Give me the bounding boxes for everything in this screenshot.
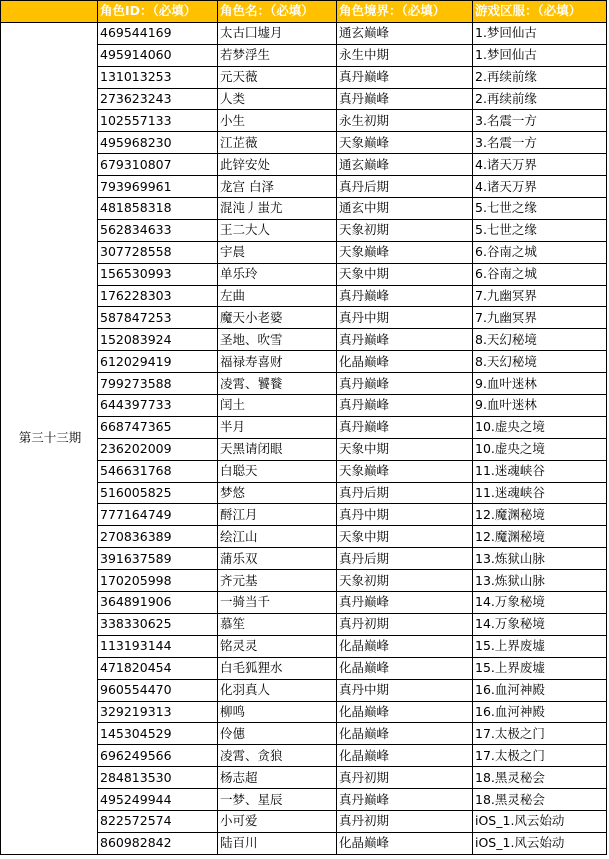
role-name-cell[interactable]: 化羽真人 (218, 679, 337, 701)
table-row (1, 22, 607, 44)
server-cell[interactable]: 18.黑灵秘会 (473, 789, 607, 811)
server-cell[interactable]: 5.七世之缘 (473, 198, 607, 220)
server-cell[interactable]: 1.梦回仙古 (473, 44, 607, 66)
role-id-cell[interactable]: 679310807 (98, 154, 218, 176)
server-cell[interactable]: 17.太极之门 (473, 745, 607, 767)
server-cell[interactable]: 8.天幻秘境 (473, 329, 607, 351)
realm-cell[interactable]: 真丹巅峰 (337, 373, 473, 395)
role-id-cell[interactable]: 284813530 (98, 767, 218, 789)
role-id-cell[interactable]: 495914060 (98, 44, 218, 66)
role-name-cell[interactable]: 若梦浮生 (218, 44, 337, 66)
role-id-cell[interactable]: 860982842 (98, 832, 218, 854)
role-id-cell[interactable]: 822572574 (98, 810, 218, 832)
realm-cell[interactable]: 通玄中期 (337, 198, 473, 220)
role-name-cell[interactable]: 铭灵灵 (218, 635, 337, 657)
server-cell[interactable]: 10.虚央之境 (473, 438, 607, 460)
role-id-cell[interactable]: 777164749 (98, 504, 218, 526)
server-cell[interactable]: 2.再续前缘 (473, 88, 607, 110)
role-id-header: 角色ID：（必填） (98, 1, 218, 23)
role-name-cell[interactable]: 混沌丿蚩尤 (218, 198, 337, 220)
realm-cell[interactable]: 真丹中期 (337, 504, 473, 526)
role-name-cell[interactable]: 福禄寿喜财 (218, 351, 337, 373)
server-cell[interactable]: iOS_1.风云始动 (473, 832, 607, 854)
role-name-cell[interactable]: 半月 (218, 416, 337, 438)
role-id-cell[interactable]: 799273588 (98, 373, 218, 395)
role-id-cell[interactable]: 236202009 (98, 438, 218, 460)
realm-header: 角色境界：（必填） (337, 1, 473, 23)
role-name-cell[interactable]: 天黑请闭眼 (218, 438, 337, 460)
realm-cell[interactable]: 真丹巅峰 (337, 285, 473, 307)
role-name-cell[interactable]: 江芷薇 (218, 132, 337, 154)
server-cell[interactable]: 15.上界废墟 (473, 657, 607, 679)
server-cell[interactable]: 6.谷南之城 (473, 241, 607, 263)
role-id-cell[interactable]: 469544169 (98, 22, 218, 44)
server-cell[interactable]: 14.万象秘境 (473, 592, 607, 614)
role-id-cell[interactable]: 481858318 (98, 198, 218, 220)
realm-cell[interactable]: 天象初期 (337, 219, 473, 241)
role-name-header: 角色名：（必填） (218, 1, 337, 23)
period-label[interactable]: 第三十三期 (1, 22, 98, 854)
server-cell[interactable]: 7.九幽冥界 (473, 307, 607, 329)
role-id-cell[interactable]: 176228303 (98, 285, 218, 307)
role-name-cell[interactable]: 人类 (218, 88, 337, 110)
role-name-cell[interactable]: 左曲 (218, 285, 337, 307)
server-cell[interactable]: 3.名震一方 (473, 132, 607, 154)
role-id-cell[interactable]: 131013253 (98, 66, 218, 88)
realm-cell[interactable]: 天象巅峰 (337, 132, 473, 154)
realm-cell[interactable]: 化晶巅峰 (337, 635, 473, 657)
role-id-cell[interactable]: 145304529 (98, 723, 218, 745)
role-id-cell[interactable]: 793969961 (98, 176, 218, 198)
realm-cell[interactable]: 化晶巅峰 (337, 832, 473, 854)
role-name-cell[interactable]: 小生 (218, 110, 337, 132)
realm-cell[interactable]: 真丹初期 (337, 767, 473, 789)
role-name-cell[interactable]: 白聪天 (218, 460, 337, 482)
role-name-cell[interactable]: 绘江山 (218, 526, 337, 548)
role-id-cell[interactable]: 960554470 (98, 679, 218, 701)
role-name-cell[interactable]: 太古囗墟月 (218, 22, 337, 44)
role-name-cell[interactable]: 伶僡 (218, 723, 337, 745)
role-id-cell[interactable]: 391637589 (98, 548, 218, 570)
role-id-cell[interactable]: 170205998 (98, 570, 218, 592)
realm-cell[interactable]: 化晶巅峰 (337, 351, 473, 373)
role-name-cell[interactable]: 宇晨 (218, 241, 337, 263)
realm-cell[interactable]: 真丹中期 (337, 679, 473, 701)
server-cell[interactable]: 14.万象秘境 (473, 613, 607, 635)
role-id-cell[interactable]: 329219313 (98, 701, 218, 723)
realm-cell[interactable]: 真丹巅峰 (337, 592, 473, 614)
realm-cell[interactable]: 真丹初期 (337, 613, 473, 635)
realm-cell[interactable]: 天象中期 (337, 438, 473, 460)
role-name-cell[interactable]: 龙宫 白泽 (218, 176, 337, 198)
role-name-cell[interactable]: 酹江月 (218, 504, 337, 526)
role-id-cell[interactable]: 495249944 (98, 789, 218, 811)
realm-cell[interactable]: 永生中期 (337, 44, 473, 66)
server-cell[interactable]: 10.虚央之境 (473, 416, 607, 438)
server-cell[interactable]: 3.名震一方 (473, 110, 607, 132)
period-header-cell (1, 1, 98, 23)
role-id-cell[interactable]: 516005825 (98, 482, 218, 504)
server-cell[interactable]: 11.迷魂峡谷 (473, 482, 607, 504)
role-name-cell[interactable]: 梦悠 (218, 482, 337, 504)
role-id-cell[interactable]: 495968230 (98, 132, 218, 154)
server-cell[interactable]: 7.九幽冥界 (473, 285, 607, 307)
role-id-cell[interactable]: 273623243 (98, 88, 218, 110)
role-id-cell[interactable]: 307728558 (98, 241, 218, 263)
role-name-cell[interactable]: 一骑当千 (218, 592, 337, 614)
server-header: 游戏区服：（必填） (473, 1, 607, 23)
role-name-cell[interactable]: 魔天小老婆 (218, 307, 337, 329)
role-id-cell[interactable]: 102557133 (98, 110, 218, 132)
realm-cell[interactable]: 真丹巅峰 (337, 789, 473, 811)
realm-cell[interactable]: 天象巅峰 (337, 460, 473, 482)
server-cell[interactable]: 9.血叶迷林 (473, 373, 607, 395)
role-name-cell[interactable]: 柳鸣 (218, 701, 337, 723)
role-id-cell[interactable]: 587847253 (98, 307, 218, 329)
server-cell[interactable]: 13.炼狱山脉 (473, 548, 607, 570)
realm-cell[interactable]: 化晶巅峰 (337, 723, 473, 745)
role-name-cell[interactable]: 齐元基 (218, 570, 337, 592)
role-name-cell[interactable]: 闰土 (218, 395, 337, 417)
realm-cell[interactable]: 通玄巅峰 (337, 154, 473, 176)
role-name-cell[interactable]: 陆百川 (218, 832, 337, 854)
server-cell[interactable]: 8.天幻秘境 (473, 351, 607, 373)
realm-cell[interactable]: 真丹巅峰 (337, 66, 473, 88)
realm-cell[interactable]: 真丹巅峰 (337, 395, 473, 417)
role-id-cell[interactable]: 546631768 (98, 460, 218, 482)
role-id-cell[interactable]: 113193144 (98, 635, 218, 657)
realm-cell[interactable]: 真丹后期 (337, 548, 473, 570)
server-cell[interactable]: 4.诸天万界 (473, 154, 607, 176)
realm-cell[interactable]: 化晶巅峰 (337, 745, 473, 767)
role-name-cell[interactable]: 元天薇 (218, 66, 337, 88)
role-name-cell[interactable]: 此锌安处 (218, 154, 337, 176)
server-cell[interactable]: 15.上界废墟 (473, 635, 607, 657)
server-cell[interactable]: 11.迷魂峡谷 (473, 460, 607, 482)
realm-cell[interactable]: 真丹中期 (337, 307, 473, 329)
realm-cell[interactable]: 化晶巅峰 (337, 657, 473, 679)
role-name-cell[interactable]: 凌霄、贪狼 (218, 745, 337, 767)
realm-cell[interactable]: 真丹后期 (337, 482, 473, 504)
role-id-cell[interactable]: 471820454 (98, 657, 218, 679)
role-name-cell[interactable]: 一梦、星辰 (218, 789, 337, 811)
role-id-cell[interactable]: 644397733 (98, 395, 218, 417)
realm-cell[interactable]: 通玄巅峰 (337, 22, 473, 44)
role-id-cell[interactable]: 364891906 (98, 592, 218, 614)
realm-cell[interactable]: 天象巅峰 (337, 241, 473, 263)
role-name-cell[interactable]: 王二大人 (218, 219, 337, 241)
realm-cell[interactable]: 真丹巅峰 (337, 416, 473, 438)
role-id-cell[interactable]: 270836389 (98, 526, 218, 548)
realm-cell[interactable]: 真丹初期 (337, 810, 473, 832)
role-id-cell[interactable]: 612029419 (98, 351, 218, 373)
table-body (1, 22, 607, 854)
role-id-cell[interactable]: 156530993 (98, 263, 218, 285)
role-name-cell[interactable]: 慕笙 (218, 613, 337, 635)
server-cell[interactable]: iOS_1.风云始动 (473, 810, 607, 832)
role-name-cell[interactable]: 凌霄、饕餮 (218, 373, 337, 395)
realm-cell[interactable]: 化晶巅峰 (337, 701, 473, 723)
server-cell[interactable]: 9.血叶迷林 (473, 395, 607, 417)
server-cell[interactable]: 5.七世之缘 (473, 219, 607, 241)
server-cell[interactable]: 2.再续前缘 (473, 66, 607, 88)
realm-cell[interactable]: 永生初期 (337, 110, 473, 132)
realm-cell[interactable]: 真丹巅峰 (337, 329, 473, 351)
realm-cell[interactable]: 天象中期 (337, 526, 473, 548)
role-id-cell[interactable]: 152083924 (98, 329, 218, 351)
server-cell[interactable]: 16.血河神殿 (473, 679, 607, 701)
header-row (1, 1, 607, 23)
role-name-cell[interactable]: 单乐玲 (218, 263, 337, 285)
realm-cell[interactable]: 天象中期 (337, 263, 473, 285)
role-name-cell[interactable]: 蒲乐双 (218, 548, 337, 570)
role-name-cell[interactable]: 杨志超 (218, 767, 337, 789)
server-cell[interactable]: 13.炼狱山脉 (473, 570, 607, 592)
realm-cell[interactable]: 真丹巅峰 (337, 88, 473, 110)
role-id-cell[interactable]: 338330625 (98, 613, 218, 635)
server-cell[interactable]: 12.魔渊秘境 (473, 526, 607, 548)
role-id-cell[interactable]: 696249566 (98, 745, 218, 767)
server-cell[interactable]: 17.太极之门 (473, 723, 607, 745)
role-name-cell[interactable]: 小可爱 (218, 810, 337, 832)
server-cell[interactable]: 4.诸天万界 (473, 176, 607, 198)
server-cell[interactable]: 6.谷南之城 (473, 263, 607, 285)
server-cell[interactable]: 1.梦回仙古 (473, 22, 607, 44)
server-cell[interactable]: 18.黑灵秘会 (473, 767, 607, 789)
realm-cell[interactable]: 天象初期 (337, 570, 473, 592)
role-id-cell[interactable]: 562834633 (98, 219, 218, 241)
role-id-cell[interactable]: 668747365 (98, 416, 218, 438)
role-name-cell[interactable]: 圣地、吹雪 (218, 329, 337, 351)
server-cell[interactable]: 16.血河神殿 (473, 701, 607, 723)
server-cell[interactable]: 12.魔渊秘境 (473, 504, 607, 526)
role-name-cell[interactable]: 白毛狐狸水 (218, 657, 337, 679)
realm-cell[interactable]: 真丹后期 (337, 176, 473, 198)
